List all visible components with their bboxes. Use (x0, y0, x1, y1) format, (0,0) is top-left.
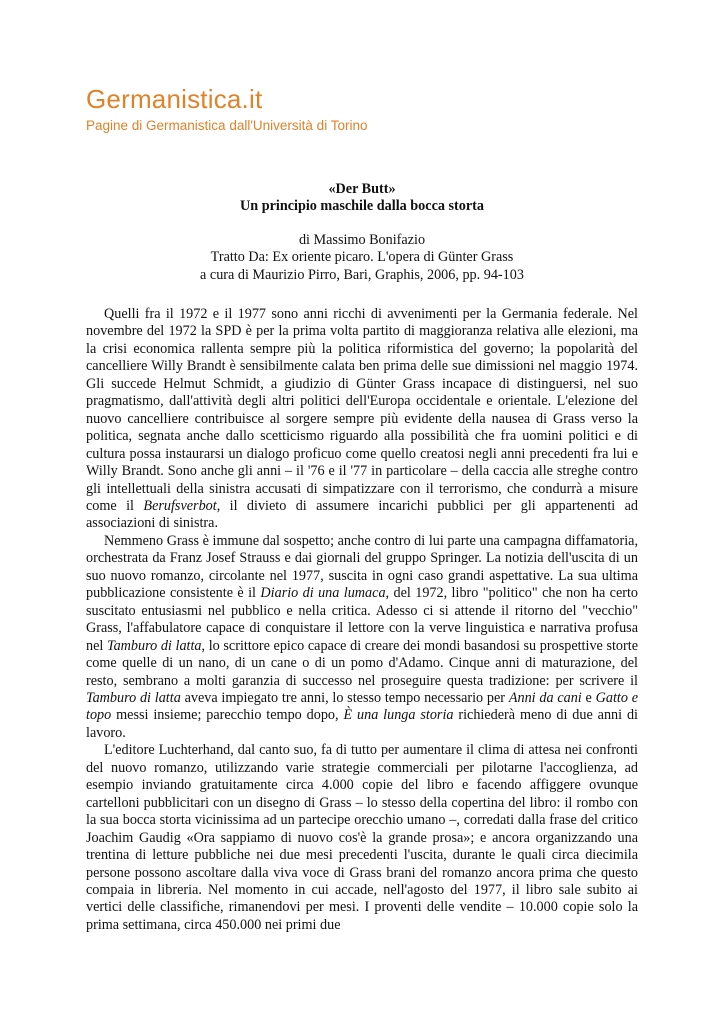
paragraph (86, 742, 638, 934)
text-run: , il divieto di assumere incarichi pubblici per gli appartenenti ad associazioni di sinistra. (86, 497, 639, 532)
site-title: Germanistica.it (86, 84, 263, 114)
article-heading (86, 181, 638, 284)
text-run: Nemmeno Grass è immune dal sospetto; anche contro di lui parte una campagna diffamatoria, orchestrata da Franz Josef Strauss e dai giornali del gruppo Springer. La notizia dell'uscita di un suo nuovo romanzo, circolante nel 1977, suscita in ogni caso grandi aspettative. La sua ultima pubblicazione consistente è il (86, 532, 638, 602)
article-body (86, 306, 638, 934)
article-title: «Der Butt» (328, 181, 396, 197)
heading-spacer (86, 216, 638, 232)
site-subtitle: Pagine di Germanistica dall'Università di Torino (86, 118, 368, 133)
italic-title: Tamburo di latta (86, 689, 181, 706)
article-author: di Massimo Bonifazio (298, 231, 426, 248)
text-run: e (581, 689, 596, 706)
italic-title: È una lunga storia (343, 707, 454, 724)
text-run: richiederà meno di due anni di lavoro. (86, 707, 638, 741)
italic-title: Gatto e topo (86, 689, 638, 724)
text-run: aveva impiegato tre anni, lo stesso tempo necessario per (180, 689, 509, 706)
site-header (86, 84, 367, 135)
text-run: , lo scrittore epico capace di creare dei mondi basandosi su prospettive storte come quelle di un nano, di un cane o di un pomo d'Adamo. Cinque anni di maturazione, del resto, sembrano a molti garanzia di successo nel proseguire questa tradizione: per scrivere il (86, 637, 638, 689)
paragraph (86, 306, 638, 533)
text-run: messi insieme; parecchio tempo dopo, (111, 707, 344, 724)
italic-title: Anni da cani (508, 689, 582, 706)
paragraph (86, 533, 638, 742)
text-run: , del 1972, libro "politico" che non ha certo suscitato entusiasmi nel pubblico e nella critica. Adesso ci si attende il ritorno del "vecchio" Grass, l'affabulatore capace di conquistare il lettore con la verve linguistica e narrativa profusa nel (86, 585, 639, 654)
italic-title: Diario di una lumaca (260, 585, 386, 602)
italic-title: Berufsverbot (143, 497, 217, 514)
italic-title: Tamburo di latta (106, 637, 202, 654)
text-run: Quelli fra il 1972 e il 1977 sono anni ricchi di avvenimenti per la Germania federale. Nel novembre del 1972 la SPD è per la prima volta partito di maggioranza relativa alle elezioni, ma la crisi economica rallenta sempre più la politica riformistica del governo; la popolarità del cancelliere Willy Brandt è sensibilmente calata ben prima delle sue dimissioni nel maggio 1974. Gli succede Helmut Schmidt, a giudizio di Günter Grass incapace di distinguersi, nel suo pragmatismo, dall'attività degli altri politici dell'Europa occidentale e orientale. L'elezione del nuovo cancelliere contribuisce al sorgere sempre più evidente della nausea di Grass verso la politica, segnata anche dallo scetticismo riguardo alla possibilità che fra uomini politici e di cultura possa instaurarsi un dialogo proficuo come quello creatosi negli anni precedenti fra lui e Willy Brandt. Sono anche gli anni – il '76 e il '77 in particolare – della caccia alle streghe contro gli intellettuali della sinistra accusati di simpatizzare con il terrorismo, che condurrà a misure come il (86, 306, 638, 514)
article-subtitle: Un principio maschile dalla bocca storta (240, 198, 484, 215)
text-run: L'editore Luchterhand, dal canto suo, fa di tutto per aumentare il clima di attesa nei confronti del nuovo romanzo, utilizzando varie strategie commerciali per pilotarne l'accoglienza, ad esempio inviando gratuitamente circa 4.000 copie del libro e facendo affiggere ovunque cartelloni pubblicitari con un disegno di Grass – lo stesso della copertina del libro: il rombo con la sua bocca storta vicinissima ad un partecipe orecchio umano –, corredati dalla frase del critico Joachim Gaudig «Ora sappiamo di nuovo cos'è la grande prosa»; e ancora organizzando una trentina di letture pubbliche nei due mesi precedenti l'uscita, durante le quali circa diecimila persone possono ascoltare dalla viva voce di Grass brani del romanzo ancora prima che questo compaia in libreria. Nel momento in cui accade, nell'agosto del 1977, il libro sale subito ai vertici delle classifiche, rimanendovi per mesi. I proventi delle vendite – 10.000 copie solo la prima settimana, circa 450.000 nei primi due (86, 742, 638, 933)
article-editor: a cura di Maurizio Pirro, Bari, Graphis, 2006, pp. 94-103 (200, 266, 524, 283)
article-source: Tratto Da: Ex oriente picaro. L'opera di Günter Grass (210, 249, 514, 266)
